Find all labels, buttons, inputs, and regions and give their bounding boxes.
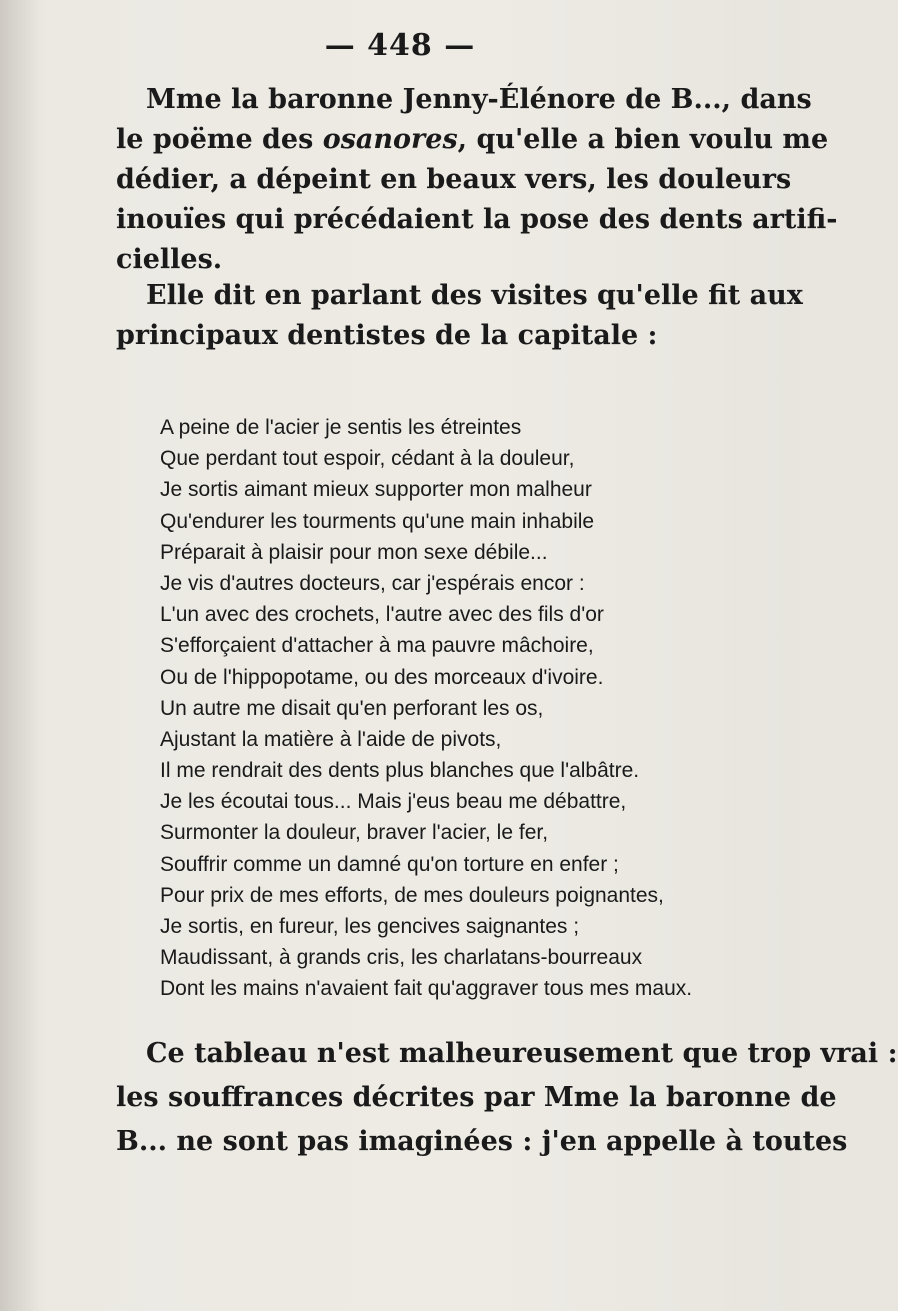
text-line: B... ne sont pas imaginées : j'en appelle à toutes (116, 1126, 848, 1157)
poem-verse: Pour prix de mes efforts, de mes douleurs poignantes, (160, 883, 664, 907)
text-line: les souffrances décrites par Mme la baronne de (116, 1082, 837, 1113)
text-line: Elle dit en parlant des visites qu'elle fit aux (146, 280, 803, 311)
poem-verse: Maudissant, à grands cris, les charlatans-bourreaux (160, 946, 643, 970)
second-paragraph (116, 276, 803, 356)
page-gutter-shadow (0, 0, 40, 1311)
poem-verse: Surmonter la douleur, braver l'acier, le fer, (160, 821, 549, 845)
poem-verse: Qu'endurer les tourments qu'une main inhabile (160, 509, 595, 533)
poem-verse: A peine de l'acier je sentis les étreintes (160, 416, 522, 439)
poem-verse: Dont les mains n'avaient fait qu'aggraver tous mes maux. (160, 977, 693, 1001)
poem-verse: Je sortis aimant mieux supporter mon malheur (160, 478, 592, 502)
poem-verse: Je vis d'autres docteurs, car j'espérais encor : (160, 571, 585, 595)
poem-verse: Ou de l'hippopotame, ou des morceaux d'ivoire. (160, 665, 604, 689)
text-line: Mme la baronne Jenny-Élénore de B..., dans (146, 84, 812, 115)
poem-quotation (160, 412, 790, 1005)
text-line: dédier, a dépeint en beaux vers, les douleurs (116, 164, 792, 195)
text-line: principaux dentistes de la capitale : (116, 320, 658, 351)
poem-verse: Je les écoutai tous... Mais j'eus beau me débattre, (160, 790, 627, 814)
poem-verse: Souffrir comme un damné qu'on torture en enfer ; (160, 852, 619, 876)
poem-title: osanores (322, 124, 458, 155)
intro-paragraph (116, 80, 838, 280)
poem-verse: Un autre me disait qu'en perforant les os, (160, 696, 544, 720)
text-line: inouïes qui précédaient la pose des dents artifi- (116, 204, 838, 235)
poem-verse: Je sortis, en fureur, les gencives saignantes ; (160, 915, 580, 938)
poem-verse: S'efforçaient d'attacher à ma pauvre mâchoire, (160, 634, 594, 658)
text-span: le poëme des (116, 124, 323, 155)
text-span: , qu'elle a bien voulu me (457, 124, 829, 155)
poem-verse: Il me rendrait des dents plus blanches que l'albâtre. (160, 759, 640, 783)
text-line (116, 120, 829, 160)
poem-verse: Que perdant tout espoir, cédant à la douleur, (160, 447, 575, 471)
text-line: Ce tableau n'est malheureusement que trop vrai : (146, 1038, 898, 1069)
poem-verse: Ajustant la matière à l'aide de pivots, (160, 727, 502, 751)
text-line: cielles. (116, 244, 223, 275)
page-number: — 448 — (324, 28, 476, 63)
closing-paragraph (116, 1034, 898, 1166)
poem-verse: L'un avec des crochets, l'autre avec des fils d'or (160, 603, 604, 627)
poem-verse: Préparait à plaisir pour mon sexe débile... (160, 540, 548, 564)
